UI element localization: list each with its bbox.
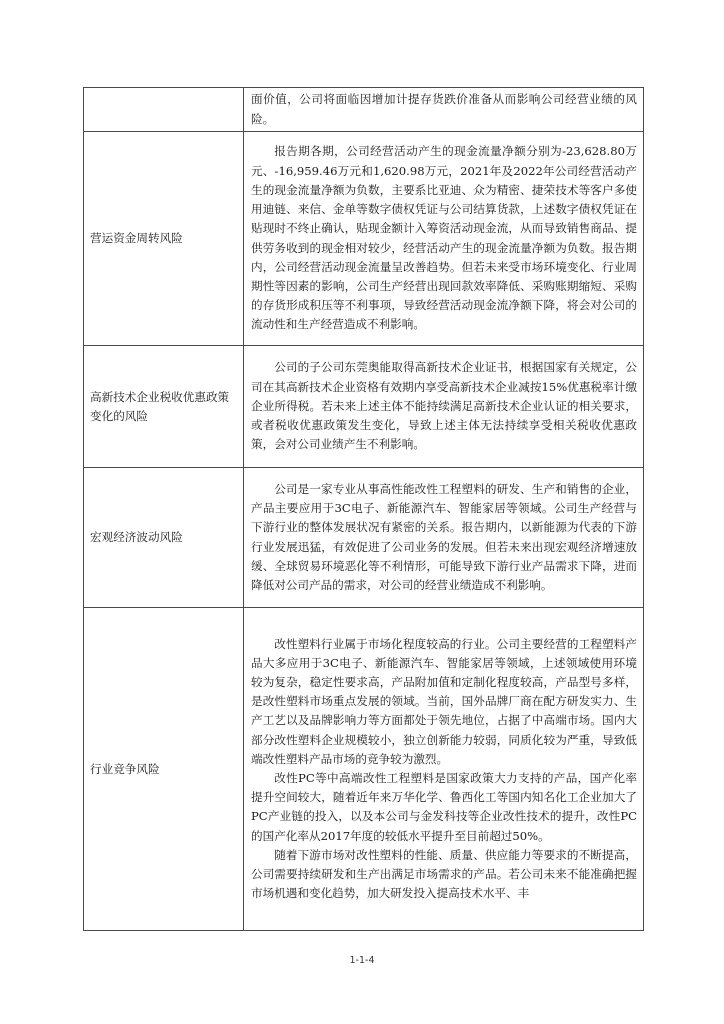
table-row [84,468,644,608]
risk-label: 宏观经济波动风险 [84,468,244,608]
paragraph: 面价值，公司将面临因增加计提存货跌价准备从而影响公司经营业绩的风险。 [251,92,637,126]
paragraph: 随着下游市场对改性塑料的性能、质量、供应能力等要求的不断提高，公司需要持续研发和生产出满足市场需求的产品。若公司未来不能准确把握市场机遇和变化趋势，加大研发投入提高技术水平、丰 [251,847,637,901]
risk-label: 营运资金周转风险 [84,132,244,346]
paragraph: 改性塑料行业属于市场化程度较高的行业。公司主要经营的工程塑料产品大多应用于3C电子、新能源汽车、智能家居等领域，上述领域使用环境较为复杂，稳定性要求高，产品附加值和定制化程度较高，产品型号多样，是改性塑料市场重点发展的领域。当前，国外品牌厂商在配方研发实力、生产工艺以及品牌影响力等方面都处于领先地位，占据了中高端市场。国内大部分改性塑料企业规模较小，独立创新能力较弱，同质化较为严重，导致低端改性塑料产品市场的竞争较为激烈。 [251,636,637,766]
table-row [84,132,644,346]
paragraph: 改性PC等中高端改性工程塑料是国家政策大力支持的产品，国产化率提升空间较大，随着近年来万华化学、鲁西化工等国内知名化工企业加大了PC产业链的投入，以及本公司与金发科技等企业改性技术的提升，改性PC的国产化率从2017年度的较低水平提升至目前超过50%。 [251,771,637,843]
paragraph: 公司的子公司东莞奥能取得高新技术企业证书，根据国家有关规定，公司在其高新技术企业资格有效期内享受高新技术企业减按15%优惠税率计缴企业所得税。若未来上述主体不能持续满足高新技术企业认证的相关要求，或者税收优惠政策发生变化，导致上述主体无法持续享受相关税收优惠政策，会对公司业绩产生不利影响。 [251,360,637,452]
page-number: 1-1-4 [349,955,375,966]
risk-factor-table [83,87,644,931]
risk-description [244,346,644,468]
risk-label [84,88,244,132]
risk-description [244,132,644,346]
risk-description [244,608,644,931]
table-row [84,608,644,931]
risk-description [244,468,644,608]
paragraph: 报告期各期，公司经营活动产生的现金流量净额分别为-23,628.80万元、-16,959.46万元和1,620.98万元，2021年及2022年公司经营活动产生的现金流量净额为负数，主要系比亚迪、众为精密、捷荣技术等客户多使用迪链、来信、金单等数字债权凭证与公司结算货款，上述数字债权凭证在贴现时不终止确认，贴现金额计入筹资活动现金流，从而导致销售商品、提供劳务收到的现金相对较少，经营活动产生的现金流量净额为负数。报告期内，公司经营活动现金流量呈改善趋势。但若未来受市场环境变化、行业周期性等因素的影响，公司生产经营出现回款效率降低、采购账期缩短、采购的存货形成积压等不利事项，导致经营活动现金流净额下降，将会对公司的流动性和生产经营造成不利影响。 [251,144,637,332]
risk-label: 高新技术企业税收优惠政策变化的风险 [84,346,244,468]
table-row [84,88,644,132]
table-row [84,346,644,468]
risk-label: 行业竞争风险 [84,608,244,931]
paragraph: 公司是一家专业从事高性能改性工程塑料的研发、生产和销售的企业，产品主要应用于3C电子、新能源汽车、智能家居等领域。公司生产经营与下游行业的整体发展状况有紧密的关系。报告期内，以新能源为代表的下游行业发展迅猛，有效促进了公司业务的发展。但若未来出现宏观经济增速放缓、全球贸易环境恶化等不利情形，可能导致下游行业产品需求下降，进而降低对公司产品的需求，对公司的经营业绩造成不利影响。 [251,481,637,592]
risk-description [244,88,644,132]
